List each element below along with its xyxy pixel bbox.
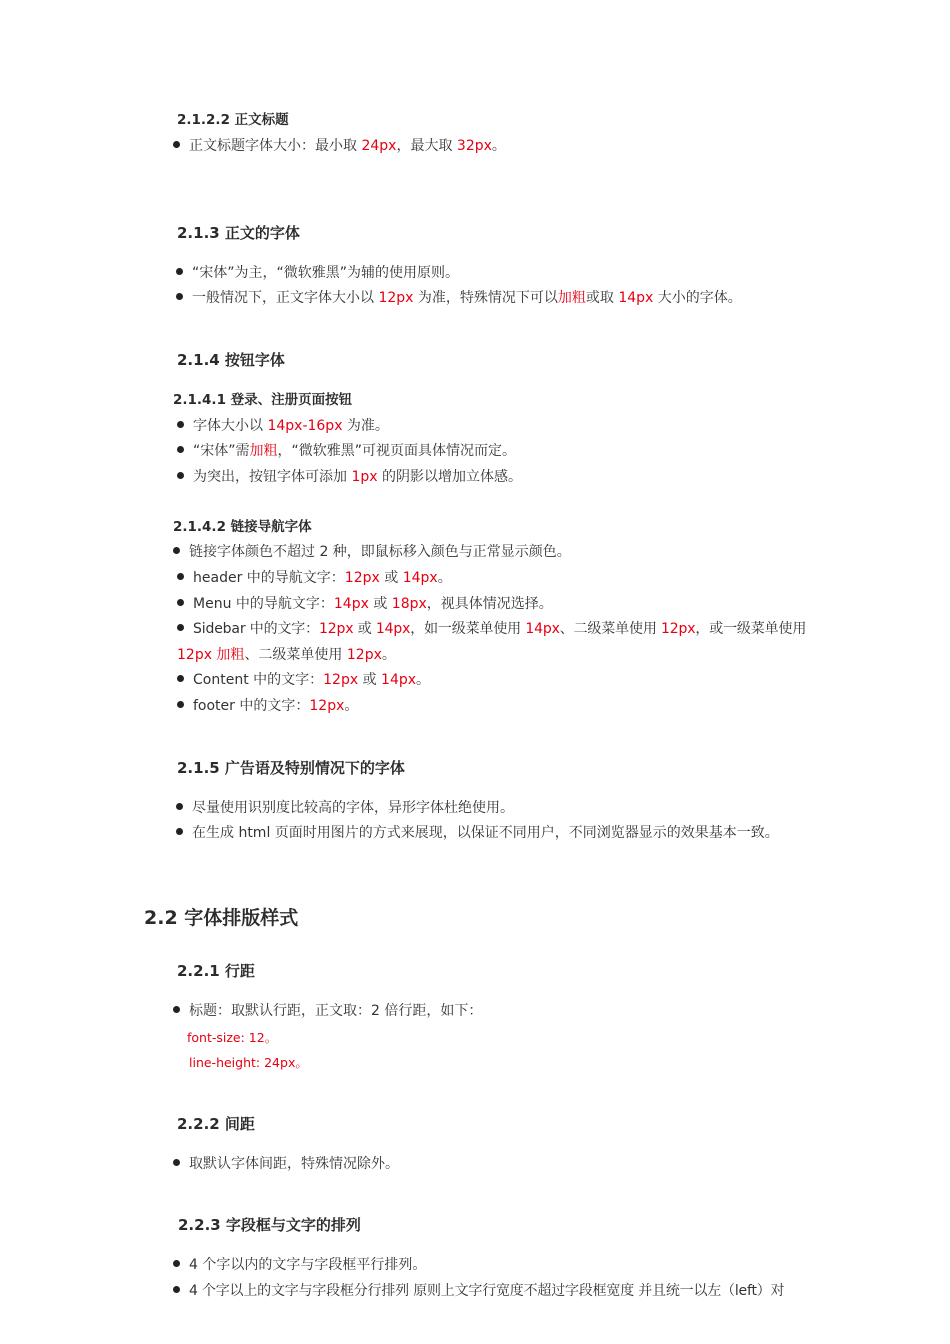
bullet-icon <box>176 268 183 275</box>
list-item: 在生成 html 页面时用图片的方式来展现，以保证不同用户，不同浏览器显示的效果基本一致。 <box>176 824 779 842</box>
list-item: 4 个字以上的文字与字段框分行排列 原则上文字行宽度不超过字段框宽度 并且统一以左（left）对 <box>173 1282 784 1300</box>
heading-2-1-4-2: 2.1.4.2 链接导航字体 <box>173 519 312 535</box>
bullet-icon <box>176 828 183 835</box>
bullet-icon <box>177 446 184 453</box>
list-item: 取默认字体间距，特殊情况除外。 <box>173 1155 399 1173</box>
list-item: 尽量使用识别度比较高的字体，异形字体杜绝使用。 <box>176 799 514 817</box>
list-item: header 中的导航文字：12px 或 14px。 <box>177 569 452 587</box>
bullet-icon <box>173 141 180 148</box>
bullet-icon <box>177 599 184 606</box>
list-item: Sidebar 中的文字：12px 或 14px，如一级菜单使用 14px、二级菜单使用 12px，或一级菜单使用 <box>177 620 806 638</box>
bullet-icon <box>177 573 184 580</box>
bullet-icon <box>173 1006 180 1013</box>
list-item: Content 中的文字：12px 或 14px。 <box>177 671 430 689</box>
heading-2-1-3: 2.1.3 正文的字体 <box>177 224 300 242</box>
bullet-icon <box>177 624 184 631</box>
list-item: Menu 中的导航文字：14px 或 18px，视具体情况选择。 <box>177 595 553 613</box>
bullet-icon <box>173 547 180 554</box>
list-item: “宋体”需加粗，“微软雅黑”可视页面具体情况而定。 <box>177 442 516 460</box>
bullet-icon <box>173 1286 180 1293</box>
list-item: 为突出，按钮字体可添加 1px 的阴影以增加立体感。 <box>177 468 522 486</box>
list-item: 标题：取默认行距，正文取：2 倍行距，如下： <box>173 1002 482 1020</box>
bullet-icon <box>177 701 184 708</box>
list-item: 链接字体颜色不超过 2 种，即鼠标移入颜色与正常显示颜色。 <box>173 543 571 561</box>
list-item: 正文标题字体大小：最小取 24px，最大取 32px。 <box>173 137 506 155</box>
bullet-icon <box>177 472 184 479</box>
heading-2-2-2: 2.2.2 间距 <box>177 1115 255 1133</box>
list-item: “宋体”为主，“微软雅黑”为辅的使用原则。 <box>176 264 459 282</box>
bullet-icon <box>176 803 183 810</box>
heading-2-2-3: 2.2.3 字段框与文字的排列 <box>178 1216 361 1234</box>
bullet-icon <box>173 1159 180 1166</box>
heading-2-2-1: 2.2.1 行距 <box>177 962 255 980</box>
list-item: 4 个字以内的文字与字段框平行排列。 <box>173 1256 426 1274</box>
list-item: footer 中的文字：12px。 <box>177 697 358 715</box>
heading-2-1-4: 2.1.4 按钮字体 <box>177 351 285 369</box>
bullet-icon <box>177 421 184 428</box>
heading-2-1-4-1: 2.1.4.1 登录、注册页面按钮 <box>173 392 353 408</box>
code-line-line-height: line-height: 24px。 <box>189 1055 308 1070</box>
bullet-icon <box>176 293 183 300</box>
bullet-icon <box>173 1260 180 1267</box>
list-item-continuation: 12px 加粗、二级菜单使用 12px。 <box>177 647 396 663</box>
list-item: 字体大小以 14px-16px 为准。 <box>177 417 389 435</box>
code-line-font-size: font-size: 12。 <box>187 1030 278 1045</box>
heading-2-1-2-2: 2.1.2.2 正文标题 <box>177 112 289 128</box>
list-item: 一般情况下，正文字体大小以 12px 为准，特殊情况下可以加粗或取 14px 大小的字体。 <box>176 289 742 307</box>
heading-2-2: 2.2 字体排版样式 <box>144 907 299 929</box>
heading-2-1-5: 2.1.5 广告语及特别情况下的字体 <box>177 759 405 777</box>
bullet-icon <box>177 675 184 682</box>
